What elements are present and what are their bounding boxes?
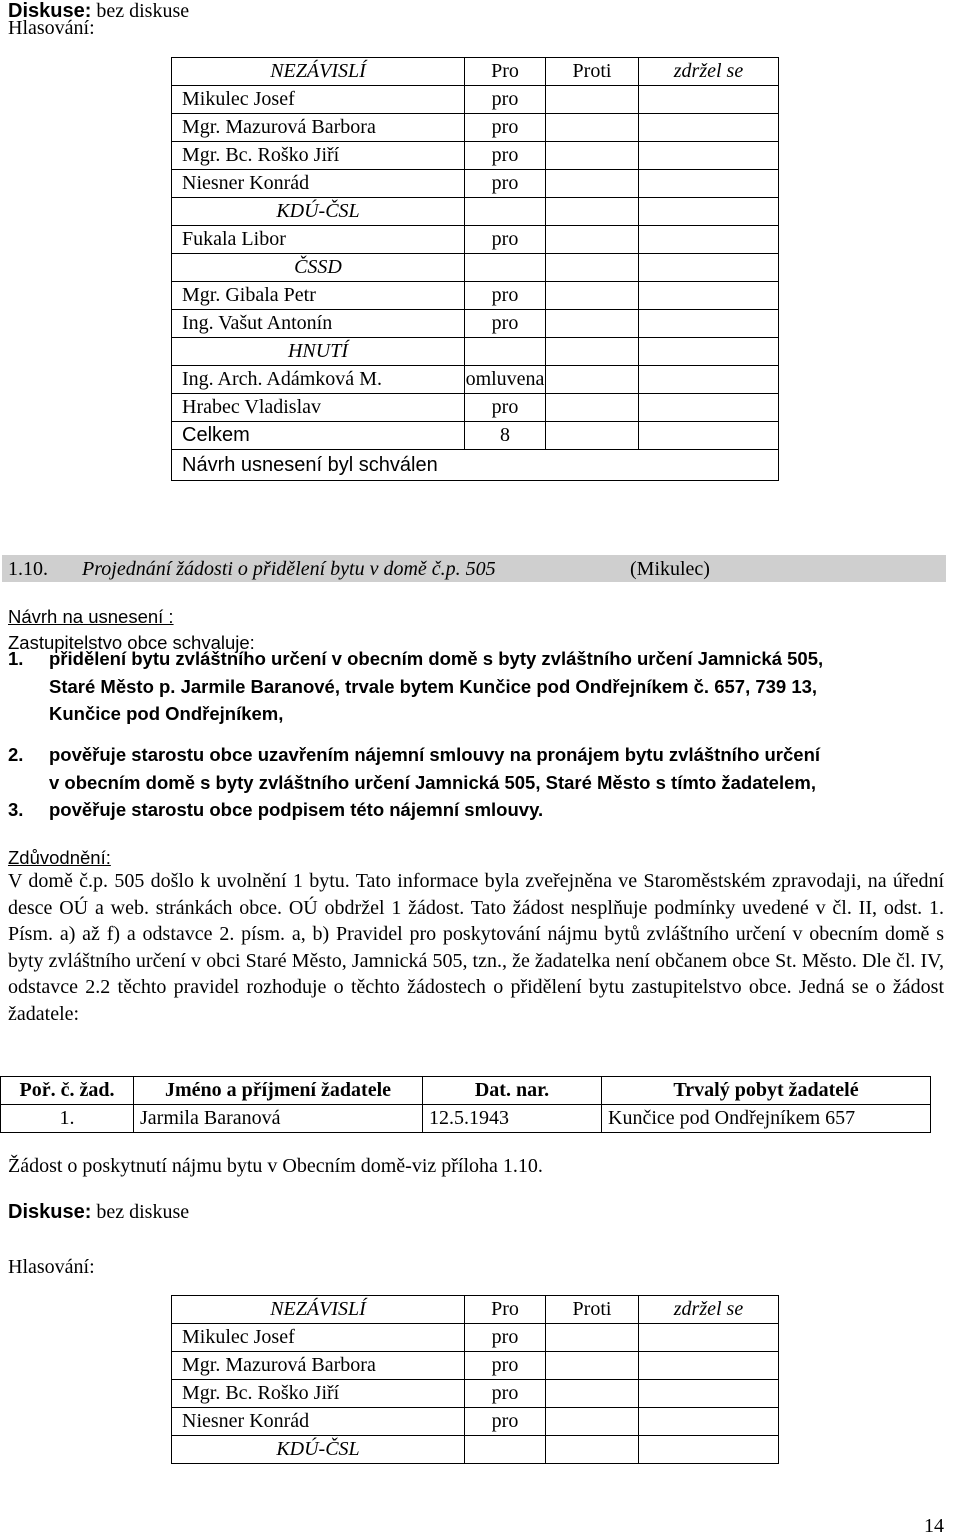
pro-header: Pro [465,58,546,86]
discussion-line-2 [8,1198,189,1226]
section-number: 1.10. [8,558,48,580]
proposal-approves: Zastupitelstvo obce schvaluje: [8,632,255,653]
member-row [172,1408,779,1436]
member-name: Mgr. Bc. Roško Jiří [172,142,465,170]
member-vote: pro [465,1380,546,1408]
section-title: Projednání žádosti o přidělení bytu v domě č.p. 505 [82,558,496,580]
page-number: 14 [924,1515,944,1537]
proposal-item [8,645,823,728]
col-dob: Dat. nar. [423,1077,602,1105]
member-vote: pro [465,394,546,422]
discussion-label: Diskuse: [8,0,92,22]
cell-address: Kunčice pod Ondřejníkem 657 [602,1105,931,1133]
member-row [172,282,779,310]
vote-table-header [172,58,779,86]
result-row [172,450,779,481]
vote-table-body-2 [172,1296,779,1464]
proposal-heading: Návrh na usnesení : [8,606,174,627]
member-name: Mgr. Gibala Petr [172,282,465,310]
item-number: 1. [8,648,24,669]
party-header: NEZÁVISLÍ [172,1296,465,1324]
total-row [172,422,779,450]
cell-name: Jarmila Baranová [134,1105,423,1133]
justification-text: V domě č.p. 505 došlo k uvolnění 1 bytu. Tato informace byla zveřejněna ve Staroměstském zpravodaji, na úřední desce OÚ a web. stránkách obce. OÚ obdržel 1 žádost. Tato žádost nesplňuje podmínky uvedené v čl. II, odst. 1. Písm. a) až f) a odstavce 2. písm. a, b) Pravidel pro poskytování nájmu bytů zvláštního určení v obecním domě s byty zvláštního určení v obci Staré Město, Jamnická 505, tzn., že žadatelka není občanem obce St. Město. Dle čl. IV, odstavce 2.2 těchto pravidel rozhoduje o těchto žádostech o přidělení bytu zastupitelstvo obce. Jedná se o žádost žadatele: [8,870,944,1025]
member-row [172,142,779,170]
attachment-note: Žádost o poskytnutí nájmu bytu v Obecním domě-viz příloha 1.10. [8,1155,543,1177]
discussion-value-2: bez diskuse [96,1201,190,1223]
member-name: Mgr. Bc. Roško Jiří [172,1380,465,1408]
member-name: Mikulec Josef [172,86,465,114]
member-vote: pro [465,142,546,170]
item-line: pověřuje starostu obce podpisem této nájemní smlouvy. [49,799,544,820]
member-vote: pro [465,226,546,254]
proposal-item [8,741,820,796]
member-vote: pro [465,282,546,310]
party-header: NEZÁVISLÍ [172,58,465,86]
member-name: Mikulec Josef [172,1324,465,1352]
member-row [172,1324,779,1352]
item-number: 2. [8,744,24,765]
member-name: Fukala Libor [172,226,465,254]
party-name: HNUTÍ [172,338,465,366]
section-heading [2,555,946,582]
party-row [172,1436,779,1464]
vote-table-body [172,58,779,481]
vote-table-2 [171,1295,779,1464]
total-label: Celkem [172,422,465,450]
justification-heading: Zdůvodnění: [8,847,111,868]
result-text: Návrh usnesení byl schválen [172,450,779,481]
request-table [0,1076,931,1133]
proposal-item [8,796,543,824]
total-value: 8 [465,422,546,450]
party-row [172,338,779,366]
request-table-header [1,1077,931,1105]
vote-table-header [172,1296,779,1324]
discussion-value: bez diskuse [96,0,190,22]
party-name: ČSSD [172,254,465,282]
member-name: Ing. Arch. Adámková M. [172,366,465,394]
party-name: KDÚ-ČSL [172,1436,465,1464]
member-row [172,310,779,338]
proti-header: Proti [546,58,639,86]
section-owner: (Mikulec) [630,558,710,580]
party-row [172,198,779,226]
pro-header: Pro [465,1296,546,1324]
table-row [1,1105,931,1133]
col-address: Trvalý pobyt žadatelé [602,1077,931,1105]
member-vote: pro [465,170,546,198]
vote-table-1 [171,57,779,481]
member-row [172,366,779,394]
member-row [172,170,779,198]
voting-label: Hlasování: [8,17,95,39]
member-row [172,1352,779,1380]
cell-dob: 12.5.1943 [423,1105,602,1133]
item-line: Staré Město p. Jarmile Baranové, trvale bytem Kunčice pod Ondřejníkem č. 657, 739 13, [49,675,818,697]
member-row [172,394,779,422]
item-line: Kunčice pod Ondřejníkem, [49,703,284,724]
col-order: Poř. č. žad. [1,1077,134,1105]
member-name: Hrabec Vladislav [172,394,465,422]
item-line: pověřuje starostu obce uzavřením nájemní smlouvy na pronájem bytu zvláštního určení [49,744,821,765]
member-vote: pro [465,114,546,142]
member-vote: pro [465,1408,546,1436]
cell-order: 1. [1,1105,134,1133]
item-line: v obecním domě s byty zvláštního určení Jamnická 505, Staré Město s tímto žadatelem, [49,771,816,793]
member-name: Niesner Konrád [172,170,465,198]
proti-header: Proti [546,1296,639,1324]
member-vote: pro [465,86,546,114]
member-row [172,1380,779,1408]
party-row [172,254,779,282]
zdrzel-header: zdržel se [639,1296,779,1324]
member-name: Niesner Konrád [172,1408,465,1436]
zdrzel-header: zdržel se [639,58,779,86]
member-name: Mgr. Mazurová Barbora [172,114,465,142]
member-row [172,114,779,142]
item-line: přidělení bytu zvláštního určení v obecním domě s byty zvláštního určení Jamnická 505, [49,648,824,669]
discussion-label-2: Diskuse: [8,1201,92,1223]
member-vote: omluvena [465,366,546,394]
member-vote: pro [465,1352,546,1380]
member-name: Ing. Vašut Antonín [172,310,465,338]
member-name: Mgr. Mazurová Barbora [172,1352,465,1380]
member-vote: pro [465,310,546,338]
member-row [172,226,779,254]
voting-label-2: Hlasování: [8,1256,95,1278]
member-row [172,86,779,114]
member-vote: pro [465,1324,546,1352]
party-name: KDÚ-ČSL [172,198,465,226]
item-number: 3. [8,799,24,820]
col-name: Jméno a příjmení žadatele [134,1077,423,1105]
